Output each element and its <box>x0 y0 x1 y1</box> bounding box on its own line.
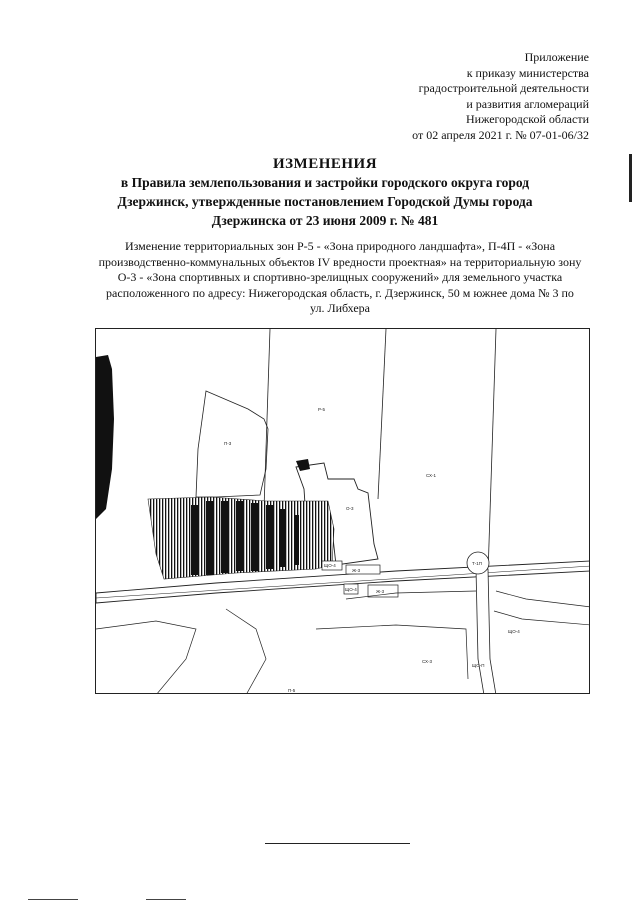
signature-line <box>265 843 410 844</box>
map-label: Т-1П <box>472 561 482 566</box>
appendix-line: Нижегородской области <box>465 112 589 126</box>
change-description <box>88 239 592 317</box>
map-label: ЩО-4 <box>324 563 336 568</box>
appendix-line: и развития агломераций <box>466 96 589 111</box>
map-label: ЩО-П <box>472 663 485 668</box>
map-label: ЩО-4 <box>345 587 357 592</box>
description-line: Изменение территориальных зон Р-5 - «Зона природного ландшафта», П-4П - «Зона <box>124 239 556 253</box>
map-label: Ж-3 <box>352 568 361 573</box>
map-dark-area <box>96 355 114 519</box>
map-label: О-3 <box>346 506 354 511</box>
appendix-block <box>412 50 589 143</box>
zoning-map <box>95 328 590 694</box>
footer-rule <box>146 899 186 900</box>
appendix-line: Приложение <box>524 50 589 64</box>
title-line: Дзержинск, утвержденные постановлением Городской Думы города <box>117 194 533 209</box>
zoning-map-drawing <box>96 329 590 694</box>
map-label: Р-5 <box>318 407 326 412</box>
title-line: Дзержинска от 23 июня 2009 г. № 481 <box>211 213 439 228</box>
appendix-line: к приказу министерства <box>466 65 589 80</box>
description-line: расположенного по адресу: Нижегородская область, г. Дзержинск, 50 м южнее дома № 3 по <box>106 285 574 300</box>
title-heading: ИЗМЕНЕНИЯ <box>272 156 378 172</box>
map-label: СХ-3 <box>422 659 432 664</box>
footer-rule <box>28 899 78 900</box>
map-label: ЩО-4 <box>508 629 520 634</box>
description-line: О-3 - «Зона спортивных и спортивно-зрелищных сооружений» для земельного участка <box>117 270 563 284</box>
scan-edge-mark <box>629 154 632 202</box>
description-line: производственно-коммунальных объектов IV вредности проектная» на территориальную зону <box>98 254 582 269</box>
appendix-line: градостроительной деятельности <box>418 81 589 95</box>
map-label: СХ-1 <box>426 473 436 478</box>
map-label: П-5 <box>288 688 296 693</box>
map-label: Ж-3 <box>376 589 385 594</box>
appendix-order-ref: от 02 апреля 2021 г. № 07-01-06/32 <box>412 127 589 142</box>
map-plot-p3 <box>196 391 268 497</box>
document-title <box>60 155 590 230</box>
map-label: П-3 <box>224 441 232 446</box>
description-line: ул. Либхера <box>309 301 371 315</box>
title-line: в Правила землепользования и застройки городского округа город <box>120 175 530 190</box>
